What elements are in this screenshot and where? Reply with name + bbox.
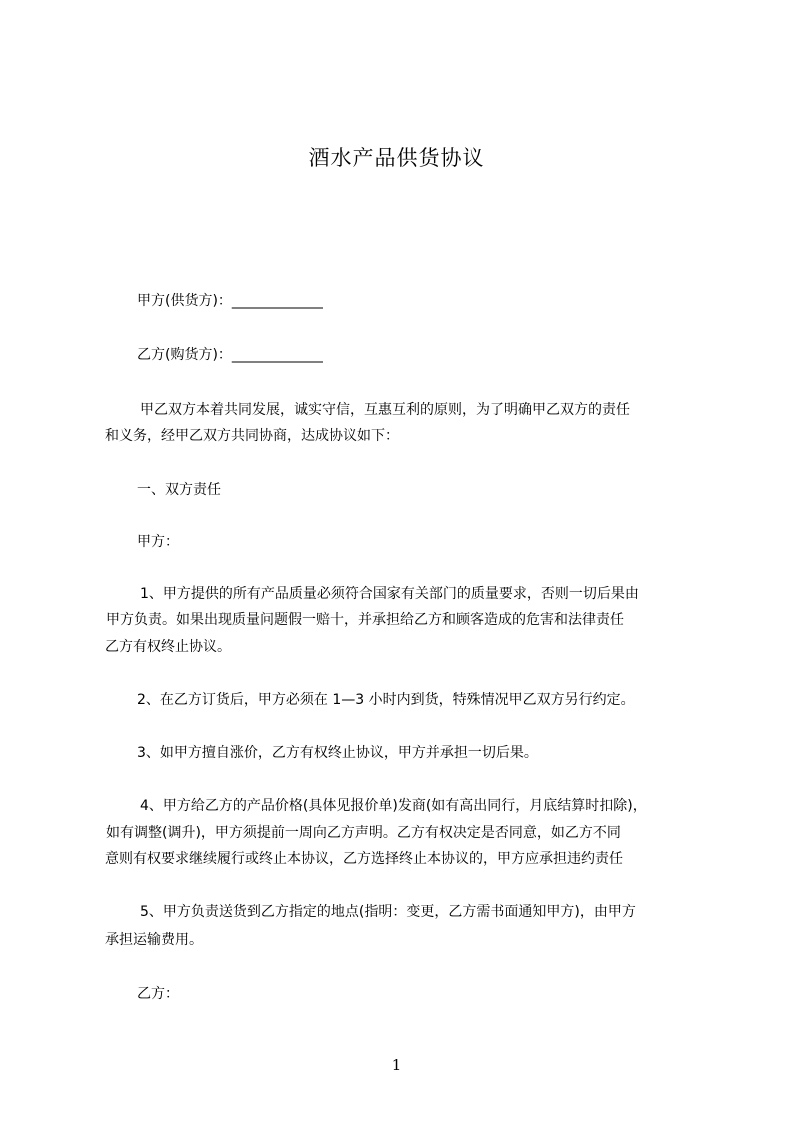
clause-1-line-3: 乙方有权终止协议。: [105, 639, 231, 655]
party-b-field: 乙方(购货方)：_____________: [137, 347, 323, 363]
clause-2: 2、在乙方订货后，甲方必须在 1—3 小时内到货，特殊情况甲乙双方另行约定。: [137, 692, 635, 708]
intro-line-2: 和义务，经甲乙双方共同协商，达成协议如下：: [105, 428, 399, 444]
clause-5-line-1: 5、甲方负责送货到乙方指定的地点(指明：变更，乙方需书面通知甲方)，由甲方: [140, 904, 636, 920]
page-number: 1: [391, 1056, 402, 1074]
clause-4-line-3: 意则有权要求继续履行或终止本协议，乙方选择终止本协议的，甲方应承担违约责任: [105, 851, 623, 867]
party-a-subheading: 甲方：: [137, 534, 179, 550]
party-a-field: 甲方(供货方)：_____________: [137, 293, 323, 309]
clause-1-line-2: 甲方负责。如果出现质量问题假一赔十，并承担给乙方和顾客造成的危害和法律责任: [106, 612, 624, 628]
document-title: 酒水产品供货协议: [308, 146, 485, 170]
clause-4-line-1: 4、甲方给乙方的产品价格(具体见报价单)发商(如有高出同行，月底结算时扣除)，: [140, 798, 647, 814]
clause-3: 3、如甲方擅自涨价，乙方有权终止协议，甲方并承担一切后果。: [137, 745, 538, 761]
section-heading: 一、双方责任: [137, 482, 221, 498]
clause-4-line-2: 如有调整(调升)，甲方须提前一周向乙方声明。乙方有权决定是否同意，如乙方不同: [106, 825, 621, 841]
clause-1-line-1: 1、甲方提供的所有产品质量必须符合国家有关部门的质量要求，否则一切后果由: [140, 586, 639, 602]
intro-line-1: 甲乙双方本着共同发展，诚实守信，互惠互利的原则，为了明确甲乙双方的责任: [140, 402, 630, 418]
party-b-subheading: 乙方：: [137, 986, 179, 1002]
clause-5-line-2: 承担运输费用。: [105, 932, 203, 948]
